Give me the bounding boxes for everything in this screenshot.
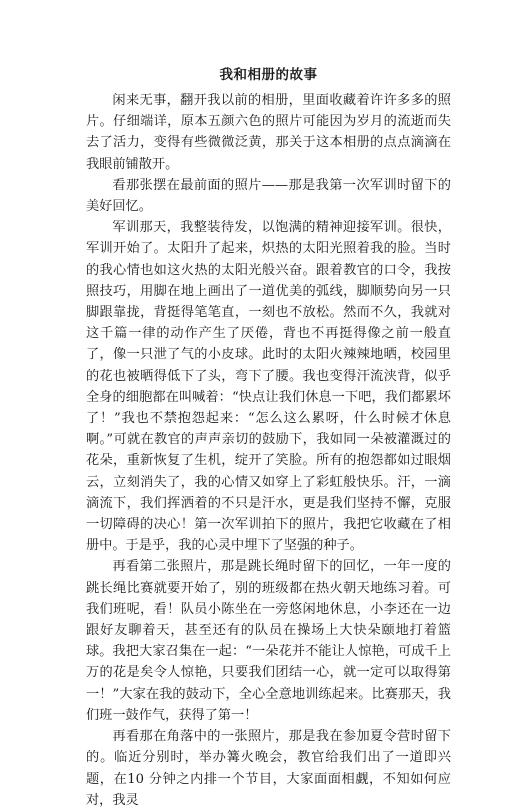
paragraph-first-photo: 看那张摆在最前面的照片——那是我第一次军训时留下的美好回忆。 [86,177,451,215]
paragraph-military-training: 军训那天，我整装待发，以饱满的精神迎接军训。很快，军训开始了。太阳升了起来，炽热的太阳光照着我的脸。当时的我心情也如这火热的太阳光般兴奋。跟着教官的口令，我按照技巧，用脚在地上画出了一道优美的弧线，脚顺势向另一只脚跟靠拢，背挺得笔笔直，一刻也不放松。然而不久，我就对这千篇一律的动作产生了厌倦，背也不再挺得像之前一般直了，像一只泄了气的小皮球。此时的太阳火辣辣地晒，校园里的花也被晒得低下了头，弯下了腰。我也变得汗流浃背，似乎全身的细胞都在叫喊着：“快点让我们休息一下吧，我们都累坏了！”我也不禁抱怨起来：“怎么这么累呀，什么时候才休息啊。”可就在教官的声声亲切的鼓励下，我如同一朵被灌溉过的花朵，重新恢复了生机，绽开了笑脸。所有的抱怨都如过眼烟云，立刻消失了，我的心情又如穿上了彩虹般快乐。汗，一滴滴流下，我们挥洒着的不只是汗水，更是我们坚持不懈，克服一切障碍的决心！第一次军训拍下的照片，我把它收藏在了相册中。于是乎，我的心灵中埋下了坚强的种子。 [86,220,451,554]
paragraph-summer-camp: 再看那在角落中的一张照片，那是我在参加夏令营时留下的。临近分别时，举办篝火晚会，教官给我们出了一道即兴题，在10 分钟之内排一个节目，大家面面相觑，不知如何应对，我灵 [86,729,451,808]
document-title: 我和相册的故事 [219,67,318,83]
paragraph-intro: 闲来无事，翻开我以前的相册，里面收藏着许许多多的照片。仔细端详，原本五颜六色的照片可能因为岁月的流逝而失去了活力，变得有些微微泛黄，那关于这本相册的点点滴滴在我眼前铺散开。 [86,93,451,172]
paragraph-second-photo: 再看第二张照片，那是跳长绳时留下的回忆，一年一度的跳长绳比赛就要开始了，别的班级都在热火朝天地练习着。可我们班呢，看！队员小陈坐在一旁悠闲地休息，小李还在一边跟好友聊着天，甚至还有的队员在操场上大快朵颐地打着篮球。我把大家召集在一起：“一朵花并不能让人惊艳，可成千上万的花是矣令人惊艳，只要我们团结一心，就一定可以取得第一！”大家在我的鼓动下，全心全意地训练起来。比赛那天，我们班一鼓作气，获得了第一！ [86,559,451,723]
